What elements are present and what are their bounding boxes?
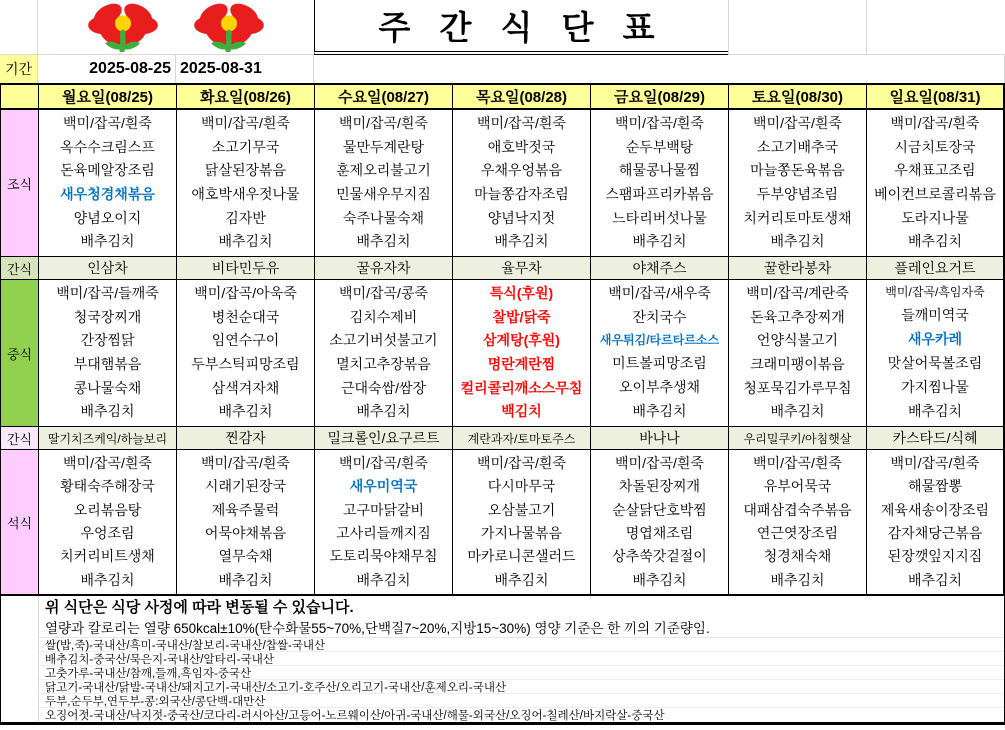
menu-item: 오삼불고기	[487, 501, 556, 518]
menu-item: 숙주나물숙채	[342, 209, 425, 226]
menu-item: 백미/잡곡/흑임자죽	[885, 285, 985, 300]
menu-item: 배추김치	[356, 403, 411, 420]
snack-pm-cell-day6: 우리밀쿠키/아침햇살	[729, 427, 867, 450]
flower-icon	[183, 2, 275, 52]
empty-cell	[314, 55, 1005, 83]
menu-item: 배추김치	[80, 571, 135, 588]
day-header: 목요일(08/28)	[453, 85, 591, 110]
snack-am-cell-day6: 꿀한라봉차	[729, 257, 867, 280]
notes-body	[39, 596, 1004, 722]
day-header: 토요일(08/30)	[729, 85, 867, 110]
menu-item: 김치수제비	[349, 308, 418, 325]
menu-item: 언양식불고기	[756, 332, 839, 349]
note-line-5: 고춧가루-국내산/참깨,들깨,흑임자-중국산	[39, 666, 1004, 680]
menu-item: 오리볶음탕	[73, 501, 142, 518]
menu-item: 백미/잡곡/흰죽	[201, 454, 290, 471]
menu-item: 소고기버섯불고기	[329, 332, 438, 349]
period-end-date: 2025-08-31	[176, 55, 314, 83]
menu-item: 배추김치	[218, 571, 273, 588]
note-line-7: 두부,순두부,연두부-콩:외국산/콩단백-대만산	[39, 694, 1004, 708]
menu-item: 삼색겨자채	[211, 379, 280, 396]
row-label-lunch: 중식	[1, 280, 39, 427]
menu-item: 백미/잡곡/흰죽	[615, 454, 704, 471]
menu-item: 고사리들깨지짐	[336, 524, 431, 541]
flower-icon	[77, 2, 169, 52]
menu-item: 가지찜나물	[901, 379, 969, 396]
menu-item: 해물짬뽕	[907, 478, 963, 495]
snack-pm-cell-day4: 계란과자/토마토주스	[453, 427, 591, 450]
menu-item: 백미/잡곡/흰죽	[890, 454, 980, 471]
menu-item: 부대햄볶음	[73, 356, 142, 373]
note-line-3: 쌀(밥,죽)-국내산/흑미-국내산/찰보리-국내산/찹쌀-국내산	[39, 638, 1004, 652]
lunch-cell-day2	[177, 280, 315, 427]
empty-cell	[728, 0, 866, 55]
menu-item: 우채표고조림	[894, 162, 976, 179]
menu-item: 상추쑥갓겉절이	[612, 548, 707, 565]
period-start-date: 2025-08-25	[38, 55, 176, 83]
menu-item: 다시마무국	[487, 478, 556, 495]
menu-item: 병천순대국	[211, 308, 280, 325]
menu-item: 배추김치	[907, 403, 963, 420]
day-header: 금요일(08/29)	[591, 85, 729, 110]
menu-item: 배추김치	[907, 571, 963, 588]
snack-pm-cell-day7: 카스타드/식혜	[867, 427, 1004, 450]
menu-item: 배추김치	[80, 233, 135, 250]
menu-item: 순두부백탕	[625, 138, 694, 155]
menu-item: 마카로니콘샐러드	[467, 548, 576, 565]
snack-am-cell-day2: 비타민두유	[177, 257, 315, 280]
snack-am-cell-day7: 플레인요거트	[867, 257, 1004, 280]
menu-item: 배추김치	[356, 233, 411, 250]
menu-item: 가지나물볶음	[480, 524, 563, 541]
page-title: 주 간 식 단 표	[314, 0, 728, 55]
row-label-dinner: 석식	[1, 450, 39, 595]
menu-item: 특식(후원)	[489, 285, 554, 302]
breakfast-cell-day3	[315, 110, 453, 257]
menu-item: 고구마닭갈비	[342, 501, 425, 518]
snack-pm-cell-day2: 찐감자	[177, 427, 315, 450]
menu-item: 백미/잡곡/새우죽	[608, 285, 711, 302]
empty-corner-cell	[0, 0, 38, 55]
menu-item: 백미/잡곡/흰죽	[63, 454, 152, 471]
menu-item: 삼계탕(후원)	[483, 332, 560, 349]
menu-item: 차돌된장찌개	[618, 478, 701, 495]
menu-item: 새우미역국	[349, 478, 418, 495]
menu-item: 도토리묵야채무침	[329, 548, 438, 565]
menu-item: 배추김치	[80, 403, 135, 420]
menu-item: 순살닭단호박찜	[612, 501, 707, 518]
menu-item: 우채우엉볶음	[480, 162, 563, 179]
menu-item: 백미/잡곡/흰죽	[477, 115, 566, 132]
breakfast-cell-day4	[453, 110, 591, 257]
menu-item: 잔치국수	[632, 309, 687, 326]
menu-item: 대패삼겹숙주볶음	[743, 501, 852, 518]
dinner-cell-day1	[39, 450, 177, 595]
breakfast-cell-day5	[591, 110, 729, 257]
menu-item: 배추김치	[218, 403, 273, 420]
menu-item: 시금치토장국	[894, 138, 976, 155]
menu-item: 새우튀김/타르타르소스	[599, 333, 720, 348]
dinner-cell-day3	[315, 450, 453, 595]
menu-item: 근대숙쌈/쌈장	[340, 379, 427, 396]
top-row	[0, 0, 1005, 55]
menu-item: 백미/잡곡/흰죽	[339, 454, 428, 471]
menu-item: 찰밥/닭죽	[492, 308, 551, 325]
menu-item: 배추김치	[907, 233, 963, 250]
dinner-cell-day4	[453, 450, 591, 595]
menu-item: 마늘쫑돈육볶음	[750, 162, 845, 179]
snack-am-cell-day1: 인삼차	[39, 257, 177, 280]
day-header: 월요일(08/25)	[39, 85, 177, 110]
menu-item: 양념오이지	[73, 209, 142, 226]
dinner-cell-day7	[867, 450, 1004, 595]
menu-item: 간장찜닭	[80, 332, 135, 349]
breakfast-cell-day1	[39, 110, 177, 257]
menu-item: 스팸파프리카볶음	[605, 186, 714, 203]
breakfast-cell-day7	[867, 110, 1004, 257]
menu-item: 훈제오리불고기	[336, 162, 431, 179]
period-row	[0, 55, 1005, 83]
menu-item: 미트볼피망조림	[612, 355, 707, 372]
menu-item: 백김치	[501, 403, 542, 420]
menu-item: 백미/잡곡/흰죽	[890, 115, 980, 132]
menu-item: 해물콩나물찜	[618, 162, 701, 179]
menu-item: 도라지나물	[901, 209, 969, 226]
menu-item: 애호박젓국	[487, 138, 556, 155]
menu-item: 배추김치	[494, 233, 549, 250]
menu-item: 배추김치	[494, 571, 549, 588]
menu-item: 어묵야채볶음	[204, 524, 287, 541]
lunch-cell-day4	[453, 280, 591, 427]
period-label: 기간	[0, 55, 38, 83]
menu-item: 감자채당근볶음	[887, 524, 983, 541]
menu-item: 배추김치	[632, 403, 687, 420]
lunch-cell-day6	[729, 280, 867, 427]
menu-item: 새우카레	[907, 331, 963, 348]
menu-item: 맛살어묵볼조림	[887, 355, 983, 372]
row-label-snack-am: 간식	[1, 257, 39, 280]
menu-item: 김자반	[225, 209, 266, 226]
dinner-cell-day6	[729, 450, 867, 595]
menu-item: 백미/잡곡/흰죽	[615, 115, 704, 132]
menu-item: 배추김치	[218, 233, 273, 250]
note-line-1: 위 식단은 식당 사정에 따라 변동될 수 있습니다.	[45, 599, 354, 616]
menu-item: 배추김치	[356, 571, 411, 588]
day-header: 일요일(08/31)	[867, 85, 1004, 110]
menu-item: 닭살된장볶음	[204, 162, 287, 179]
menu-item: 두부양념조림	[756, 186, 839, 203]
menu-item: 콩나물숙채	[73, 379, 142, 396]
menu-item: 느타리버섯나물	[612, 209, 707, 226]
menu-item: 제육새송이장조림	[880, 501, 990, 518]
menu-table	[0, 83, 1005, 596]
table-corner-cell	[1, 85, 39, 110]
menu-item: 백미/잡곡/콩죽	[339, 285, 428, 302]
menu-item: 명엽채조림	[625, 524, 694, 541]
menu-item: 청경채숙채	[763, 548, 832, 565]
menu-item: 열무숙채	[218, 548, 273, 565]
menu-item: 청포묵김가루무침	[743, 379, 852, 396]
row-label-breakfast: 조식	[1, 110, 39, 257]
menu-item: 민물새우무지짐	[336, 186, 431, 203]
menu-item: 배추김치	[770, 403, 825, 420]
menu-item: 백미/잡곡/흰죽	[753, 115, 842, 132]
lunch-cell-day3	[315, 280, 453, 427]
menu-item: 치커리토마토생채	[743, 209, 852, 226]
menu-item: 들깨미역국	[901, 307, 969, 324]
empty-cell	[866, 0, 1005, 55]
menu-item: 배추김치	[770, 571, 825, 588]
menu-item: 소고기무국	[211, 138, 280, 155]
menu-item: 황태숙주해장국	[60, 478, 155, 495]
notes-gutter	[1, 596, 39, 722]
note-line-2: 열량과 칼로리는 열량 650kcal±10%(탄수화물55~70%,단백질7~20%,지방15~30%) 영양 기준은 한 끼의 기준량임.	[39, 617, 1004, 638]
notes-section	[0, 596, 1005, 725]
menu-item: 애호박새우젓나물	[191, 186, 300, 203]
menu-item: 소고기배추국	[756, 138, 839, 155]
dinner-cell-day5	[591, 450, 729, 595]
menu-item: 시래기된장국	[204, 478, 287, 495]
dinner-cell-day2	[177, 450, 315, 595]
menu-item: 돈육고추장찌개	[750, 308, 845, 325]
snack-pm-cell-day3: 밀크롤인/요구르트	[315, 427, 453, 450]
snack-am-cell-day3: 꿀유자차	[315, 257, 453, 280]
menu-item: 치커리비트생채	[60, 548, 155, 565]
snack-pm-cell-day1: 딸기치즈케익/하늘보리	[39, 427, 177, 450]
lunch-cell-day1	[39, 280, 177, 427]
menu-item: 유부어묵국	[763, 478, 832, 495]
menu-item: 돈육메알장조림	[60, 162, 155, 179]
menu-item: 마늘쫑감자조림	[474, 186, 569, 203]
menu-item: 베이컨브로콜리볶음	[874, 186, 996, 203]
menu-item: 백미/잡곡/흰죽	[339, 115, 428, 132]
note-line-4: 배추김치-중국산/묵은지-국내산/알타리-국내산	[39, 652, 1004, 666]
note-line-6: 닭고기-국내산/닭발-국내산/돼지고기-국내산/소고기-호주산/오리고기-국내산/훈제오리-국내산	[39, 680, 1004, 694]
menu-item: 멸치고추장볶음	[336, 356, 431, 373]
breakfast-cell-day2	[177, 110, 315, 257]
menu-item: 오이부추생채	[618, 379, 701, 396]
menu-item: 연근엿장조림	[756, 524, 839, 541]
snack-am-cell-day4: 율무차	[453, 257, 591, 280]
menu-item: 백미/잡곡/들깨죽	[56, 285, 159, 302]
menu-item: 배추김치	[770, 233, 825, 250]
menu-item: 임연수구이	[211, 332, 280, 349]
menu-item: 옥수수크림스프	[60, 138, 155, 155]
flowers-decoration	[38, 0, 314, 55]
menu-item: 백미/잡곡/흰죽	[753, 454, 842, 471]
menu-item: 백미/잡곡/아욱죽	[194, 285, 297, 302]
breakfast-cell-day6	[729, 110, 867, 257]
snack-pm-cell-day5: 바나나	[591, 427, 729, 450]
menu-item: 백미/잡곡/흰죽	[63, 115, 152, 132]
row-label-snack-pm: 간식	[1, 427, 39, 450]
menu-item: 두부스틱피망조림	[191, 356, 300, 373]
lunch-cell-day7	[867, 280, 1004, 427]
snack-am-cell-day5: 야채주스	[591, 257, 729, 280]
day-header: 화요일(08/26)	[177, 85, 315, 110]
menu-item: 백미/잡곡/흰죽	[477, 454, 566, 471]
menu-item: 새우청경채볶음	[60, 186, 155, 203]
menu-item: 배추김치	[632, 571, 687, 588]
lunch-cell-day5	[591, 280, 729, 427]
day-header: 수요일(08/27)	[315, 85, 453, 110]
menu-item: 백미/잡곡/흰죽	[201, 115, 290, 132]
menu-item: 물만두계란탕	[342, 138, 425, 155]
menu-item: 명란계란찜	[487, 356, 556, 373]
menu-item: 컬리콜리깨소스무침	[460, 379, 583, 396]
menu-item: 제육주물럭	[211, 501, 280, 518]
menu-item: 된장깻잎지지짐	[887, 548, 983, 565]
menu-item: 크래미팽이볶음	[750, 356, 845, 373]
menu-item: 백미/잡곡/계란죽	[746, 285, 849, 302]
menu-item: 배추김치	[632, 233, 687, 250]
note-line-8: 오징어젓-국내산/낙지젓-중국산/코다리-러시아산/고등어-노르웨이산/아귀-국내산/해물-외국산/오징어-칠레산/바지락살-중국산	[45, 710, 665, 722]
menu-item: 우엉조림	[80, 524, 135, 541]
menu-item: 청국장찌개	[73, 308, 142, 325]
menu-item: 양념낙지젓	[487, 209, 556, 226]
